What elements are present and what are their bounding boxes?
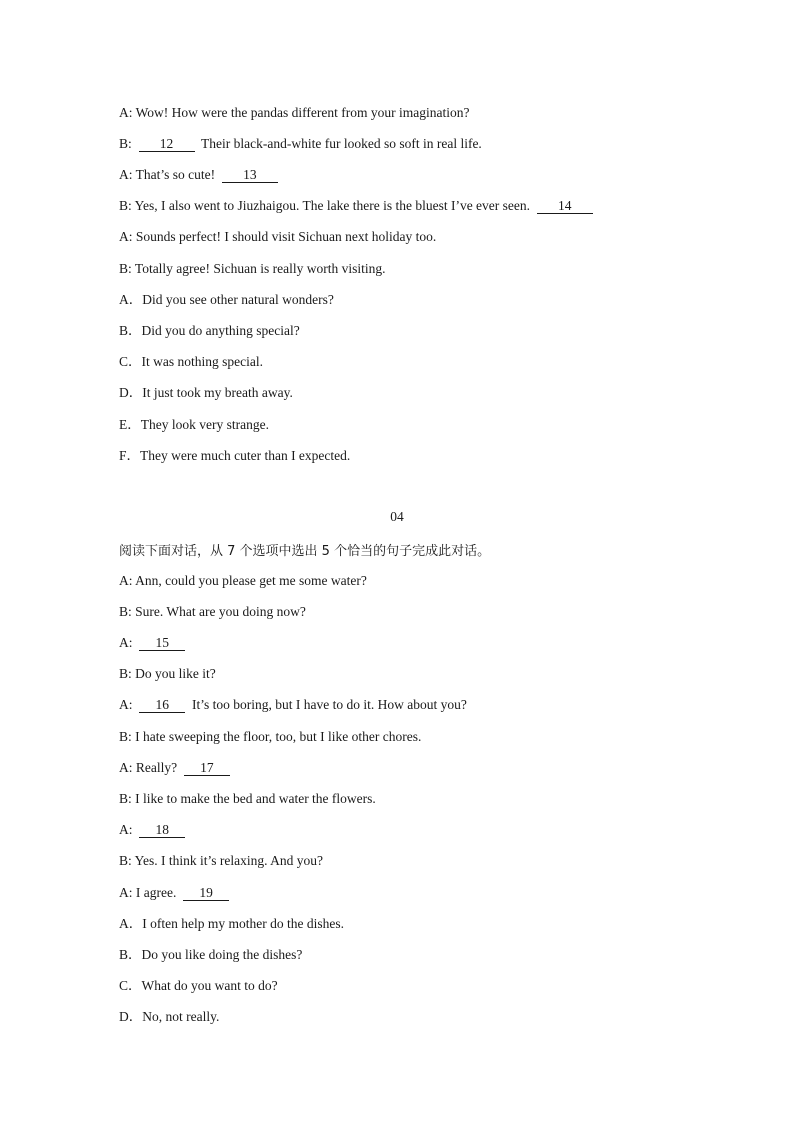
- option-item: C．What do you want to do?: [119, 978, 278, 993]
- dialogue-text: B: I hate sweeping the floor, too, but I like other chores.: [119, 729, 422, 744]
- dialogue-line: [119, 135, 482, 153]
- dialogue-text: A: Ann, could you please get me some water?: [119, 573, 367, 588]
- dialogue-line: [119, 634, 185, 652]
- dialogue-text: B: Yes. I think it’s relaxing. And you?: [119, 853, 324, 868]
- dialogue-line: [119, 572, 367, 590]
- dialogue-line: [119, 228, 436, 246]
- dialogue-line: [119, 884, 229, 902]
- dialogue-text: A: Really?: [119, 760, 178, 775]
- option-item: B．Do you like doing the dishes?: [119, 947, 303, 962]
- answer-blank[interactable]: 16: [139, 698, 185, 713]
- answer-blank[interactable]: 14: [537, 199, 593, 214]
- option-item: F．They were much cuter than I expected.: [119, 448, 351, 463]
- answer-blank[interactable]: 17: [184, 761, 230, 776]
- section-instruction: 阅读下面对话，从 7 个选项中选出 5 个恰当的句子完成此对话。: [119, 544, 491, 559]
- answer-blank[interactable]: 19: [183, 886, 229, 901]
- dialogue-line: [119, 759, 230, 777]
- dialogue-line: [119, 696, 467, 714]
- dialogue-text: B: Totally agree! Sichuan is really worth visiting.: [119, 261, 386, 276]
- dialogue-line: [119, 260, 386, 278]
- speaker-label: B:: [119, 136, 132, 151]
- dialogue-text: A: I agree.: [119, 885, 177, 900]
- option-item: E．They look very strange.: [119, 417, 269, 432]
- dialogue-line: [119, 852, 323, 870]
- dialogue-text: It’s too boring, but I have to do it. How about you?: [192, 697, 467, 712]
- dialogue-text: B: Yes, I also went to Jiuzhaigou. The lake there is the bluest I’ve ever seen.: [119, 198, 531, 213]
- dialogue-text: B: I like to make the bed and water the flowers.: [119, 791, 376, 806]
- dialogue-line: [119, 790, 376, 808]
- option-item: A．I often help my mother do the dishes.: [119, 916, 344, 931]
- option-item: D．It just took my breath away.: [119, 385, 293, 400]
- answer-blank[interactable]: 15: [139, 636, 185, 651]
- dialogue-line: [119, 166, 278, 184]
- answer-blank[interactable]: 12: [139, 137, 195, 152]
- option-item: A．Did you see other natural wonders?: [119, 292, 334, 307]
- dialogue-line: [119, 104, 469, 122]
- dialogue-text: Their black-and-white fur looked so soft in real life.: [201, 136, 482, 151]
- answer-blank[interactable]: 13: [222, 168, 278, 183]
- dialogue-line: [119, 665, 216, 683]
- dialogue-text: B: Sure. What are you doing now?: [119, 604, 306, 619]
- option-item: D．No, not really.: [119, 1009, 220, 1024]
- dialogue-text: A: That’s so cute!: [119, 167, 216, 182]
- dialogue-text: B: Do you like it?: [119, 666, 216, 681]
- speaker-label: A:: [119, 822, 133, 837]
- speaker-label: A:: [119, 697, 133, 712]
- option-item: C．It was nothing special.: [119, 354, 263, 369]
- dialogue-text: A: Wow! How were the pandas different from your imagination?: [119, 105, 470, 120]
- speaker-label: A:: [119, 635, 133, 650]
- answer-blank[interactable]: 18: [139, 823, 185, 838]
- option-item: B．Did you do anything special?: [119, 323, 300, 338]
- dialogue-text: A: Sounds perfect! I should visit Sichuan next holiday too.: [119, 229, 437, 244]
- dialogue-line: [119, 197, 593, 215]
- section-number: 04: [390, 509, 404, 524]
- dialogue-line: [119, 821, 185, 839]
- dialogue-line: [119, 728, 421, 746]
- dialogue-line: [119, 603, 306, 621]
